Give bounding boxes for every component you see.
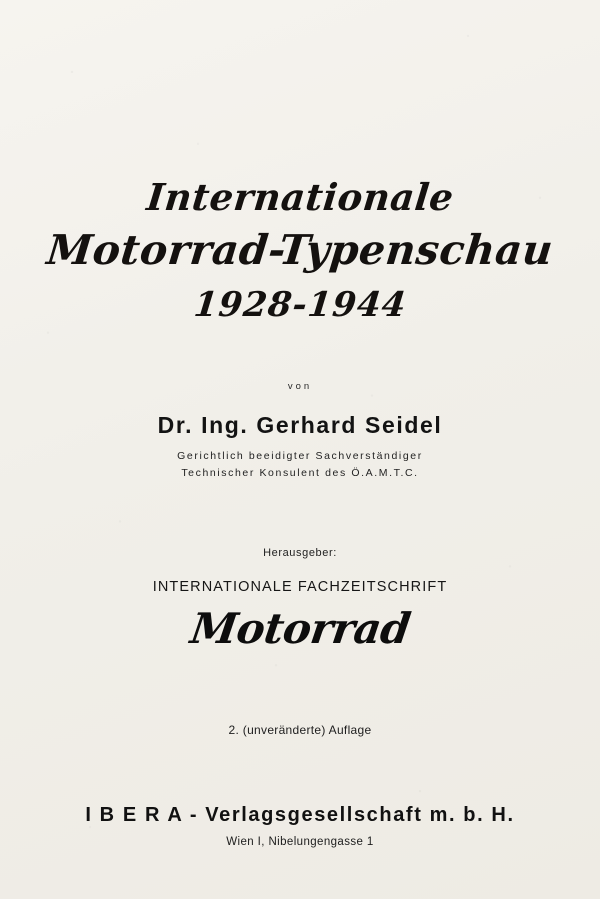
byline-preposition: von [287, 380, 313, 392]
publisher-imprint-name: I B E R A - Verlagsgesellschaft m. b. H. [85, 804, 515, 827]
author-credential-line-1: Gerichtlich beeidigter Sachverständiger [177, 449, 423, 462]
journal-name: INTERNATIONALE FACHZEITSCHRIFT [152, 579, 448, 596]
motorrad-logo: Motorrad [187, 604, 413, 654]
author-credential-line-2: Technischer Konsulent des Ö.A.M.T.C. [181, 466, 419, 479]
publisher-label: Herausgeber: [263, 547, 337, 560]
book-title-line-2: Motorrad-Typenschau [44, 225, 556, 274]
book-title-line-1: Internationale [144, 175, 456, 219]
edition-statement: 2. (unveränderte) Auflage [228, 723, 372, 738]
book-title-year-range: 1928-1944 [191, 284, 409, 325]
author-name: Dr. Ing. Gerhard Seidel [157, 411, 443, 438]
publisher-address: Wien I, Nibelungengasse 1 [226, 836, 374, 849]
